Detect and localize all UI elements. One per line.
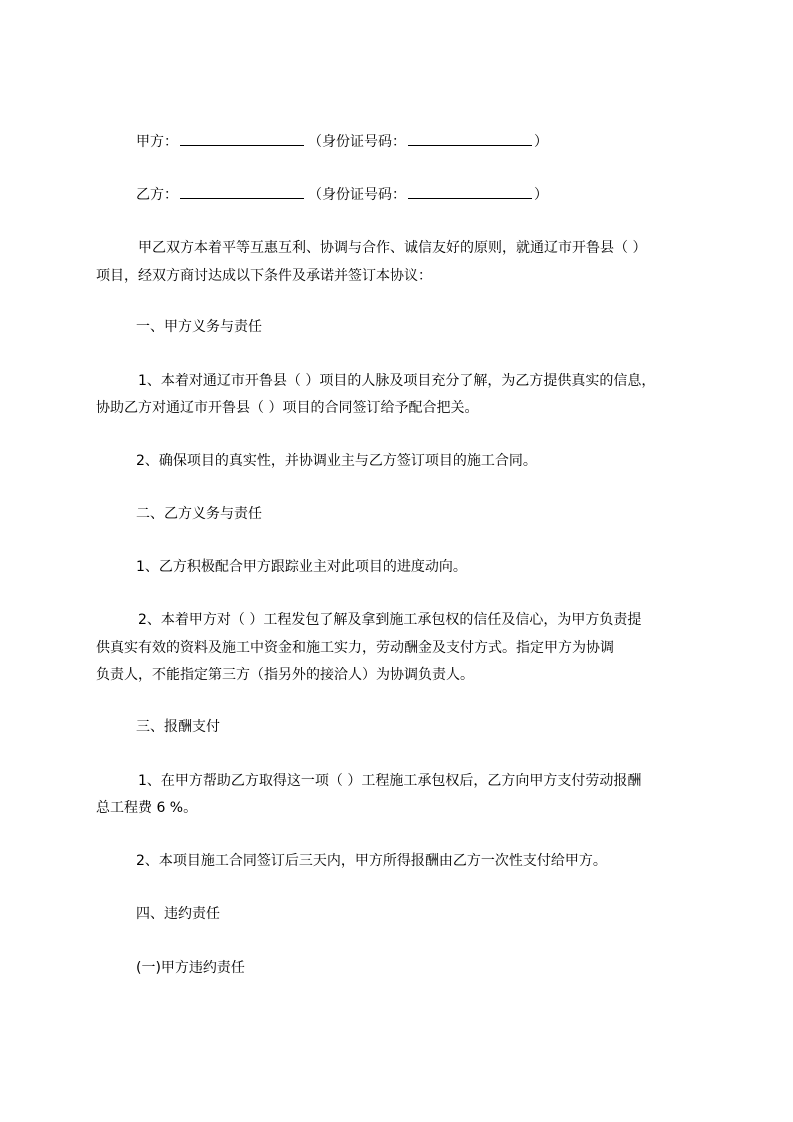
section1-item1-line2: 协助乙方对通辽市开鲁县（ ）项目的合同签订给予配合把关。	[96, 400, 479, 416]
party-a-id-blank[interactable]	[408, 131, 532, 146]
party-b-line	[136, 184, 548, 204]
intro-line-1: 甲乙双方本着平等互惠互利、协调与合作、诚信友好的原则，就通辽市开鲁县（ ）	[138, 240, 647, 256]
party-b-label: 乙方：	[136, 187, 178, 203]
party-b-id-open: （身份证号码：	[308, 187, 406, 203]
party-a-id-close: ）	[534, 134, 548, 150]
section3-item1-line2: 总工程费 6 %。	[96, 800, 198, 816]
party-b-id-blank[interactable]	[408, 184, 532, 199]
section2-item2-line2: 供真实有效的资料及施工中资金和施工实力，劳动酬金及支付方式。指定甲方为协调	[96, 640, 614, 656]
party-b-id-close: ）	[534, 187, 548, 203]
section1-item2: 2、确保项目的真实性，并协调业主与乙方签订项目的施工合同。	[136, 453, 537, 469]
section2-item2-line1: 2、本着甲方对（ ）工程发包了解及拿到施工承包权的信任及信心，为甲方负责提	[138, 612, 642, 628]
section3-title: 三、报酬支付	[136, 719, 220, 735]
section3-item2: 2、本项目施工合同签订后三天内，甲方所得报酬由乙方一次性支付给甲方。	[136, 853, 607, 869]
party-a-label: 甲方：	[136, 134, 178, 150]
party-a-id-open: （身份证号码：	[308, 134, 406, 150]
section1-title: 一、甲方义务与责任	[136, 319, 262, 335]
party-b-name-blank[interactable]	[180, 184, 304, 199]
section3-item1-line1: 1、在甲方帮助乙方取得这一项（ ）工程施工承包权后，乙方向甲方支付劳动报酬	[138, 773, 642, 789]
section1-item1-line1: 1、本着对通辽市开鲁县（ ）项目的人脉及项目充分了解，为乙方提供真实的信息，	[138, 373, 656, 389]
section4-sub1: (一)甲方违约责任	[136, 960, 245, 976]
party-a-line	[136, 131, 548, 151]
section2-title: 二、乙方义务与责任	[136, 506, 262, 522]
section4-title: 四、违约责任	[136, 906, 220, 922]
section2-item1: 1、乙方积极配合甲方跟踪业主对此项目的进度动向。	[136, 559, 467, 575]
party-a-name-blank[interactable]	[180, 131, 304, 146]
intro-line-2: 项目，经双方商讨达成以下条件及承诺并签订本协议：	[96, 268, 432, 284]
section2-item2-line3: 负责人，不能指定第三方（指另外的接洽人）为协调负责人。	[96, 667, 474, 683]
